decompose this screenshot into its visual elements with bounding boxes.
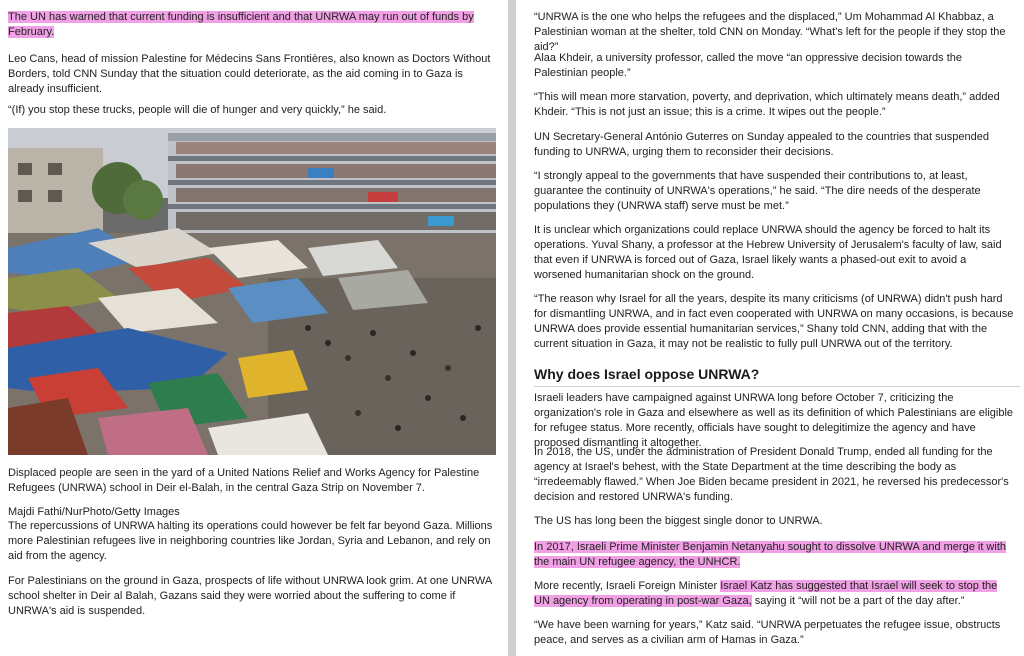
paragraph-unclear-replacement: It is unclear which organizations could replace UNRWA should the agency be forced to halt its operations. Yuval Shany, a professor at the Hebrew University of Jerusalem's faculty of law, said that even if UNRWA is forced out of Gaza, Israel likely wants a phased-out exit to avoid a worsened humanitarian shock on the ground. <box>534 224 1002 281</box>
paragraph-repercussions: The repercussions of UNRWA halting its operations could however be felt far beyond Gaza. Millions more Palestinian refugees live in neighboring countries like Jordan, Syria and Lebanon, and rely on aid from the agency. <box>8 520 493 562</box>
page-gutter <box>508 0 516 656</box>
document-page-right <box>516 0 1024 656</box>
refugee-camp-photo <box>8 128 496 455</box>
paragraph-starvation-quote: “This will mean more starvation, poverty, and deprivation, which ultimately means death,” added Khdeir. “This is not just an issue; this is a crime. It wipes out the people.” <box>534 91 1000 118</box>
paragraph-katz: More recently, Israeli Foreign Minister Israel Katz has suggested that Israel will seek to stop the UN agency from operating in post-war Gaza, saying it “will not be a part of the day after.” <box>534 580 998 607</box>
paragraph-leo-cans: Leo Cans, head of mission Palestine for Médecins Sans Frontières, also known as Doctors Without Borders, told CNN Sunday that the situation could deteriorate, as the aid coming in to Gaza is already insufficient. <box>8 53 491 95</box>
paragraph-campaigned: Israeli leaders have campaigned against UNRWA long before October 7, criticizing the organization's role in Gaza and elsewhere as well as its definition of which Palestinians are eligible for refugee status. More recently, officials have sought to delegitimize the agency and have proposed dismantling it altogether. <box>534 392 1014 449</box>
paragraph-katz-warning: “We have been warning for years,” Katz said. “UNRWA perpetuates the refugee issue, obstructs peace, and serves as a civilian arm of Hamas in Gaza.” <box>534 619 1001 646</box>
katz-highlight: Israel Katz has suggested that Israel will seek to stop the UN agency from operating in post-war Gaza, <box>534 580 998 607</box>
photo-caption: Displaced people are seen in the yard of a United Nations Relief and Works Agency for Palestine Refugees (UNRWA) school in Deir el-Balah, in the central Gaza Strip on November 7. <box>8 467 480 494</box>
highlighted-paragraph-2017: In 2017, Israeli Prime Minister Benjamin Netanyahu sought to dissolve UNRWA and merge it with the main UN refugee agency, the UNHCR. <box>534 541 1006 568</box>
paragraph-guterres: UN Secretary-General António Guterres on Sunday appealed to the countries that suspended funding to UNRWA, urging them to reconsider their decisions. <box>534 131 989 158</box>
paragraph-trucks-quote: “(If) you stop these trucks, people will die of hunger and very quickly,” he said. <box>8 104 387 116</box>
photo-credit: Majdi Fathi/NurPhoto/Getty Images <box>8 506 180 518</box>
paragraph-biggest-donor: The US has long been the biggest single donor to UNRWA. <box>534 515 823 527</box>
paragraph-2018-funding: In 2018, the US, under the administration of President Donald Trump, ended all funding for the agency at Israel's behest, with the State Department at the time describing the body as “irredeemably flawed.” When Joe Biden became president in 2021, he reversed his predecessor's decision and restored UNRWA's funding. <box>534 446 1009 503</box>
paragraph-prospects: For Palestinians on the ground in Gaza, prospects of life without UNRWA look grim. At one UNRWA school shelter in Deir al Balah, Gazans said they were worried about the suffering to come if UNRWA's aid is suspended. <box>8 575 492 617</box>
section-heading: Why does Israel oppose UNRWA? <box>534 366 1020 387</box>
document-page-left <box>0 0 508 656</box>
paragraph-khabbaz-quote: “UNRWA is the one who helps the refugees and the displaced,” Um Mohammad Al Khabbaz, a Palestinian woman at the shelter, told CNN on Monday. “What's left for the people if they stop the aid?” <box>534 11 1006 53</box>
highlighted-paragraph-funding: The UN has warned that current funding is insufficient and that UNRWA may run out of funds by February. <box>8 11 474 38</box>
paragraph-appeal-quote: “I strongly appeal to the governments that have suspended their contributions to, at least, guarantee the continuity of UNRWA's operations,” he said. “The dire needs of the desperate populations they (UNRWA staff) serve must be met.” <box>534 170 981 212</box>
paragraph-khdeir: Alaa Khdeir, a university professor, called the move “an oppressive decision towards the Palestinian people.” <box>534 52 963 79</box>
paragraph-shany-quote: “The reason why Israel for all the years, despite its many criticisms (of UNRWA) didn't push hard for dismantling UNRWA, and in fact even cooperated with UNRWA on many occasions, is because UNRWA does provide essential humanitarian services,” Shany told CNN, adding that with the current situation in Gaza, it may not be realistic to fully pull UNRWA out of the territory. <box>534 293 1014 350</box>
